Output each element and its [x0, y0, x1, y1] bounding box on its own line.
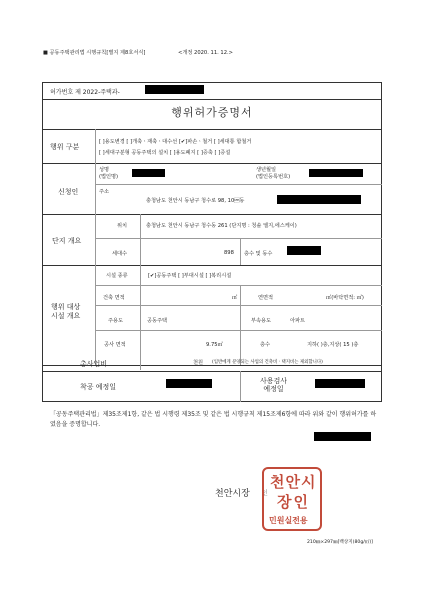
redaction-birth — [309, 169, 363, 177]
form-number: ■ 공동주택관리법 시행규칙[별지 제8호서식] — [43, 50, 146, 56]
address-value: 충청남도 천안시 동남구 청수로 98, 10동 — [146, 198, 245, 204]
address-label: 주소 — [99, 189, 110, 195]
redaction-address — [277, 195, 361, 204]
location-label: 위치 — [117, 223, 128, 229]
floor-area-label: 연면적 — [258, 295, 274, 301]
revision-date: <개정 2020. 11. 12.> — [178, 50, 234, 56]
work-area-value: 9.75㎡ — [206, 342, 223, 348]
applicant-label: 신청인 — [58, 188, 79, 196]
households-value: 898 — [224, 250, 234, 256]
facility-type-options: [✔]공동주택 [ ]부대시설 [ ]복리시설 — [148, 273, 232, 279]
target-floors-label: 층수 — [260, 342, 271, 348]
facility-type-label: 시설 종류 — [106, 273, 128, 279]
floors-buildings-label: 층수 및 동수 — [244, 251, 273, 257]
total-cost-unit: 천원 — [193, 360, 204, 366]
redaction-start-date — [166, 379, 212, 388]
redaction-name — [132, 169, 165, 177]
total-cost-note: (입반에게 분양되는 사업의 건축비ㆍ택지비는 제외합니다) — [212, 360, 323, 365]
main-use-value: 공동주택 — [147, 318, 168, 324]
official-seal — [262, 467, 322, 531]
permit-form — [42, 82, 382, 402]
work-area-label: 공사 면적 — [104, 342, 126, 348]
seal-text-line2: 장인 — [277, 493, 310, 511]
inspection-date-label: 사용검사 예정일 — [260, 377, 288, 393]
seal-text-line1: 천안시 — [270, 473, 317, 491]
redaction-issue-date — [314, 432, 371, 441]
paper-size: 210㎜×297㎜[백상지(80g/㎡)] — [307, 540, 373, 545]
act-type-options-2: [ ]세대구분형 공동주택의 설치 [ ]용도폐지 [ ]증축 [ ]증설 — [99, 150, 231, 156]
total-cost-label: 총사업비 — [80, 360, 108, 368]
name-label: 성명 (법인명) — [99, 167, 119, 180]
target-floors-value: 지하( )층,지상( 15 )층 — [307, 342, 359, 348]
issuer-name: 천안시장 — [215, 489, 250, 499]
building-area-unit: ㎡ — [232, 295, 238, 301]
start-date-label: 착공 예정일 — [80, 383, 117, 391]
certification-text: 「공동주택관리법」제35조제1항, 같은 법 시행령 제35조 및 같은 법 시행규칙 제15조제6항에 따라 위와 같이 행위허가를 하였음을 증명합니다. — [50, 411, 377, 428]
main-use-label: 주용도 — [108, 318, 124, 324]
floor-area-unit: ㎡(바닥면적: ㎡) — [326, 295, 364, 301]
redaction-inspection-date — [315, 379, 365, 388]
act-type-options-1: [ ]용도변경 [ ]개축ㆍ재축ㆍ대수선 [✔]파손ㆍ철거 [ ]세대통 합철거 — [99, 139, 252, 145]
permit-number-label: 허가번호 제 2022-주택과- — [50, 89, 120, 96]
redaction-floors — [287, 246, 321, 255]
households-label: 세대수 — [112, 251, 128, 257]
document-title: 행위허가증명서 — [171, 106, 253, 119]
act-type-label: 행위 구분 — [50, 143, 80, 151]
target-label: 행위 대상 시설 개요 — [51, 303, 81, 320]
building-area-label: 건축 면적 — [103, 295, 125, 301]
complex-label: 단지 개요 — [52, 237, 82, 245]
redaction-permit-number — [145, 85, 204, 94]
location-value: 충청남도 천안시 동남구 청수동 261 (단지명 : 청솔 엘지,에스케이) — [146, 223, 297, 229]
sub-use-label: 부속용도 — [251, 318, 272, 324]
birth-label: 생년월일 (법인등록번호) — [256, 167, 291, 180]
sub-use-value: 아파트 — [290, 318, 306, 324]
seal-text-line3: 민원실전용 — [269, 516, 308, 525]
seal-mark: 인 — [262, 490, 268, 497]
